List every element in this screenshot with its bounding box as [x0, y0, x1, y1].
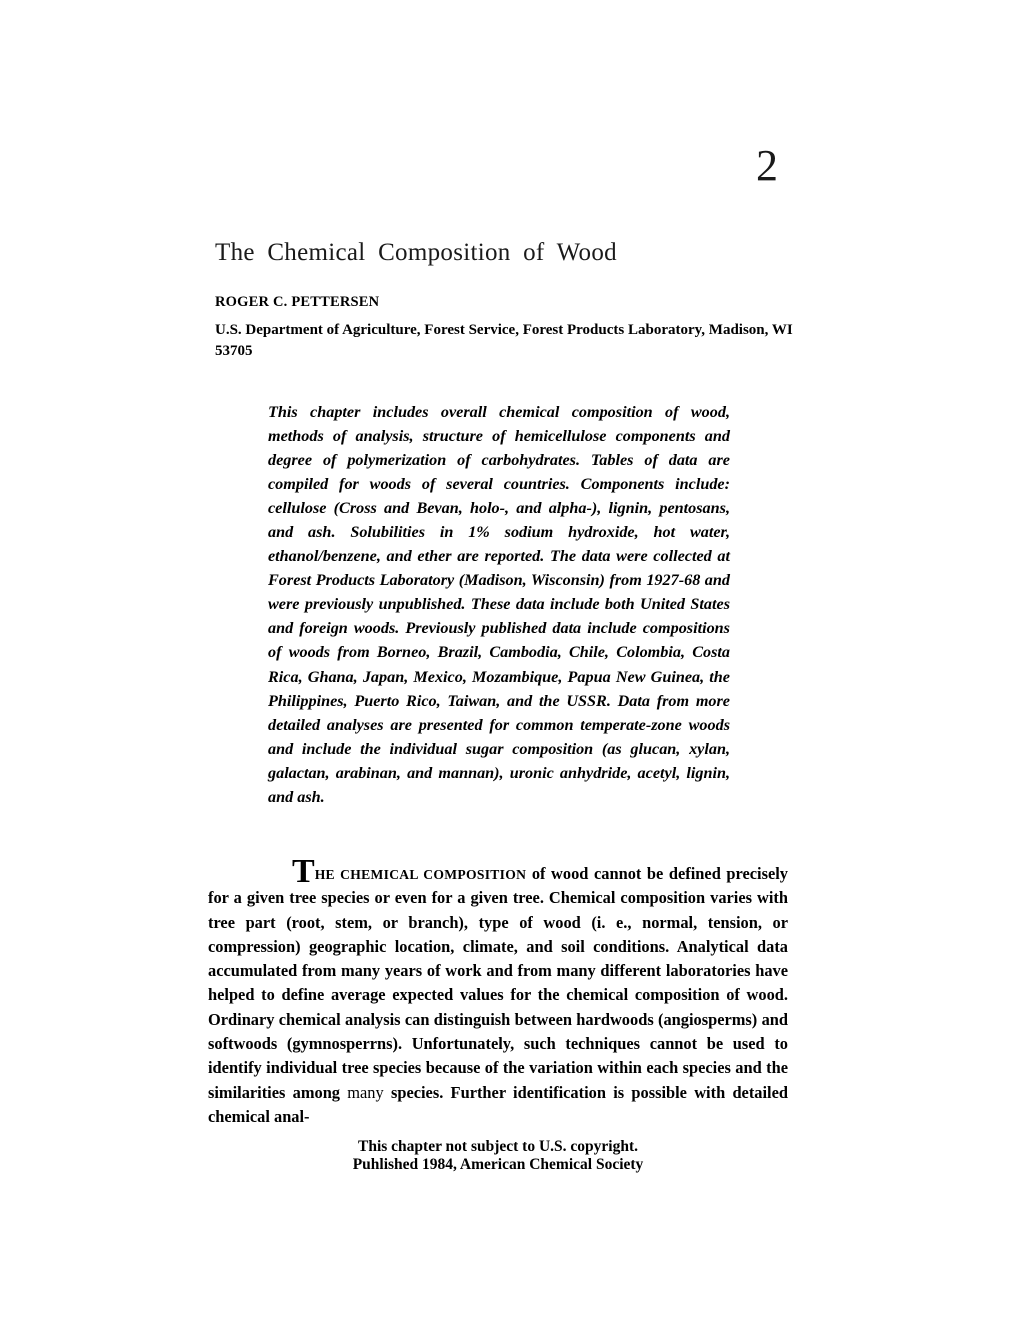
body-paragraph [208, 853, 789, 1129]
abstract-text: This chapter includes overall chemical composition of wood, methods of analysis, structure of hemicellulose components and degree of polymerization of carbohydrates. Tables of data are compiled for woods of several countries. Components include: cellulose (Cross and Bevan, holo-, and alpha-), lignin, pentosans, and ash. Solubilities in 1% sodium hydroxide, hot water, ethanol/benzene, and ether are reported. The data were collected at Forest Products Laboratory (Madison, Wisconsin) from 1927-68 and were previously unpublished. These data include both United States and foreign woods. Previously published data include compositions of woods from Borneo, Brazil, Cambodia, Chile, Colombia, Costa Rica, Ghana, Japan, Mexico, Mozambique, Papua New Guinea, the Philippines, Puerto Rico, Taiwan, and the USSR. Data from more detailed analyses are presented for common temperate-zone woods and include the individual sugar composition (as glucan, xylan, galactan, arabinan, and mannan), uronic anhydride, acetyl, lignin, and ash. [268, 403, 730, 806]
copyright-footer [208, 1138, 788, 1173]
lead-small-caps: HE CHEMICAL COMPOSITION [314, 867, 527, 882]
page-title: The Chemical Composition of Wood [215, 238, 617, 266]
drop-cap: T [292, 853, 315, 890]
body-text-part-1: of wood cannot be defined precisely for a given tree species or even for a given tree. Chemical composition varies with tree part (root, stem, or branch), type of wood (i. e., normal, tension, or compression) geographic location, climate, and soil conditions. Analytical data accumulated from many years of work and from many different laboratories have helped to define average expected values for the chemical composition of wood. Ordinary chemical analysis can distinguish between hardwoods (angiosperms) and softwoods (gymnosperrns). Unfortunately, such techniques cannot be used to identify individual tree species because of the variation within each species and the similarities among [208, 864, 789, 1102]
body-text-part-2: species. Further identification is possible with detailed chemical anal- [208, 1082, 788, 1126]
copyright-line-1: This chapter not subject to U.S. copyright. [357, 1138, 638, 1155]
body-text-thin-word: many [347, 1082, 384, 1102]
copyright-line-2: Puhlished 1984, American Chemical Society [352, 1155, 644, 1173]
chapter-number: 2 [756, 141, 778, 190]
author-name: ROGER C. PETTERSEN [215, 294, 380, 310]
author-affiliation: U.S. Department of Agriculture, Forest Service, Forest Products Laboratory, Madison, WI 53705 [215, 322, 793, 360]
